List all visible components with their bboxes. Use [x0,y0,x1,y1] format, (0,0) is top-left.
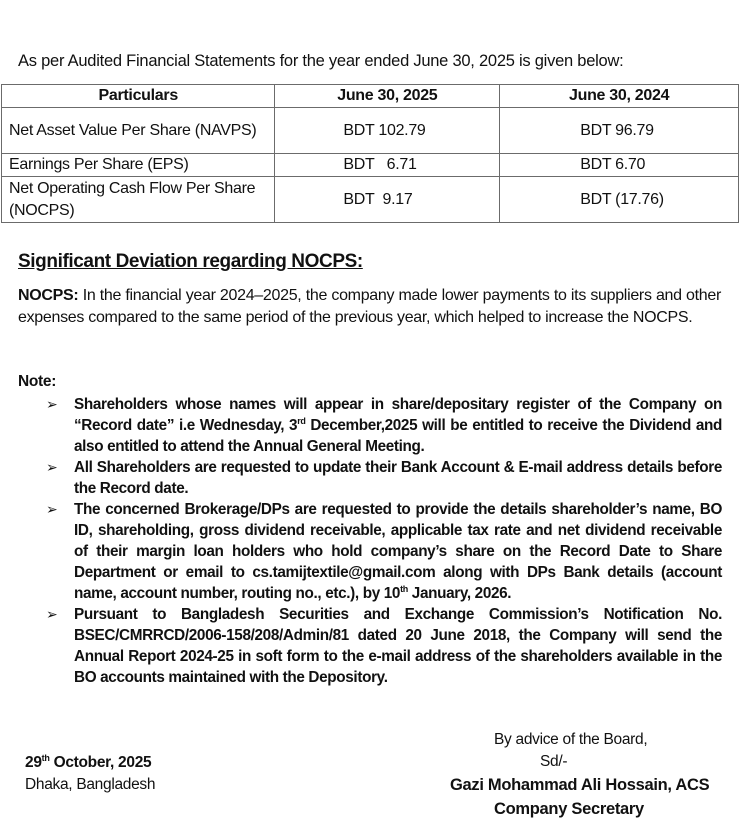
arrow-bullet-icon: ➢ [46,459,58,475]
row-value-2024: BDT 96.79 [500,108,739,154]
signatory-name: Gazi Mohammad Ali Hossain, ACS [450,776,710,794]
row-value-2025: BDT 6.71 [275,154,500,177]
row-particular: Earnings Per Share (EPS) [2,154,275,177]
table-row [2,108,739,154]
row-value-2025: BDT 9.17 [275,177,500,223]
date-place-block [25,752,155,796]
note-item: ➢ The concerned Brokerage/DPs are requested to provide the details shareholder’s name, BO ID, shareholding, gross dividend receivable, applicable tax rate and net dividend receivable of their margin loan holders who hold company’s share on the Record Date to Share Department or email to cs.tamijtextile@gmail.com along with DPs Bank details (account name, account number, routing no., etc.), by 10th January, 2026. [46,501,722,602]
row-value-2025: BDT 102.79 [275,108,500,154]
signature-block [440,729,720,821]
note-label: Note: [18,373,57,390]
notes-list [0,394,722,688]
arrow-bullet-icon: ➢ [46,396,58,412]
row-particular: Net Operating Cash Flow Per Share (NOCPS) [2,177,275,223]
header-2024: June 30, 2024 [500,85,739,108]
deviation-heading: Significant Deviation regarding NOCPS: [18,251,363,272]
note-item: ➢ Pursuant to Bangladesh Securities and Exchange Commission’s Notification No. BSEC/CMRRCD/2006-158/208/Admin/81 dated 20 June 2018, the Company will send the Annual Report 2024-25 in soft form to the e-mail address of the shareholders available in the BO accounts maintained with the Depository. [46,606,722,686]
notice-date: 29th October, 2025 [25,753,152,771]
row-value-2024: BDT (17.76) [500,177,739,223]
board-advice: By advice of the Board, [494,731,648,748]
notice-place: Dhaka, Bangladesh [25,776,156,793]
signed-mark: Sd/- [540,753,568,770]
header-particulars: Particulars [2,85,275,108]
arrow-bullet-icon: ➢ [46,606,58,622]
row-particular: Net Asset Value Per Share (NAVPS) [2,108,275,154]
financial-table [1,84,739,223]
table-row [2,177,739,223]
note-item: ➢ All Shareholders are requested to update their Bank Account & E-mail address details before the Record date. [46,459,722,497]
header-2025: June 30, 2025 [275,85,500,108]
deviation-label: NOCPS: [18,287,79,304]
arrow-bullet-icon: ➢ [46,501,58,517]
note-item: ➢ Shareholders whose names will appear in share/depositary register of the Company on “Record date” i.e Wednesday, 3rd December,2025 will be entitled to receive the Dividend and also entitled to attend the Annual General Meeting. [46,396,722,455]
intro-text: As per Audited Financial Statements for the year ended June 30, 2025 is given below: [18,52,624,70]
deviation-paragraph [18,285,721,329]
deviation-text: In the financial year 2024–2025, the company made lower payments to its suppliers and other expenses compared to the same period of the previous year, which helped to increase the NOCPS. [18,287,721,326]
table-header-row [2,85,739,108]
signatory-designation: Company Secretary [494,800,644,818]
row-value-2024: BDT 6.70 [500,154,739,177]
table-row [2,154,739,177]
